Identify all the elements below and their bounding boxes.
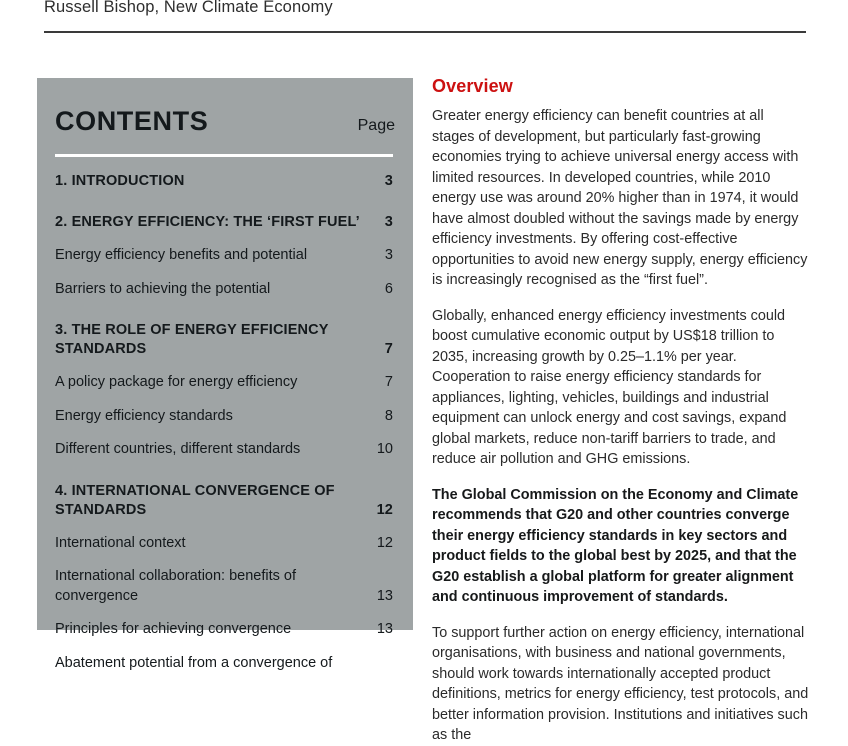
toc-entry-page-number: 13 xyxy=(376,587,393,604)
toc-entry-page-number: 6 xyxy=(384,280,393,297)
toc-entry-label: 4. INTERNATIONAL CONVERGENCE OF STANDARDS xyxy=(55,482,335,518)
toc-subsection-row[interactable] xyxy=(55,534,393,553)
contents-title: CONTENTS xyxy=(55,106,209,136)
toc-entry-page-number: 7 xyxy=(384,374,393,391)
header-divider xyxy=(44,31,806,33)
toc-entry-label: Principles for achieving convergence xyxy=(55,621,292,638)
toc-entry-label: International context xyxy=(55,534,186,551)
overview-heading: Overview xyxy=(432,76,513,96)
toc-entry-label: 3. THE ROLE OF ENERGY EFFICIENCY STANDARDS xyxy=(55,322,329,358)
toc-section-row[interactable] xyxy=(55,321,393,359)
toc-subsection-row[interactable] xyxy=(55,373,393,392)
toc-entry-page-number: 3 xyxy=(384,173,393,189)
contents-page-column-label: Page xyxy=(357,117,395,134)
toc-entry-page-number: 12 xyxy=(376,501,393,518)
toc-entry-label: A policy package for energy efficiency xyxy=(55,374,298,391)
overview-body xyxy=(432,106,810,746)
toc-section-row[interactable] xyxy=(55,172,393,191)
toc-subsection-row[interactable] xyxy=(55,654,393,673)
contents-divider xyxy=(55,154,393,157)
table-of-contents-list xyxy=(55,172,393,673)
overview-column xyxy=(432,76,810,744)
toc-subsection-row[interactable] xyxy=(55,567,393,606)
toc-entry-label: 2. ENERGY EFFICIENCY: THE ‘FIRST FUEL’ xyxy=(55,214,360,231)
toc-subsection-row[interactable] xyxy=(55,246,393,265)
toc-entry-page-number: 10 xyxy=(376,441,393,458)
overview-paragraph: To support further action on energy efficiency, international organisations, with business and national governments, should work towards internationally accepted product definitions, metrics for energy efficiency, test protocols, and better information provision. Institutions and initiatives such as the xyxy=(432,624,809,744)
toc-entry-label: 1. INTRODUCTION xyxy=(55,173,185,189)
toc-entry-label: Different countries, different standards xyxy=(55,441,301,458)
author-byline: Russell Bishop, New Climate Economy xyxy=(44,0,333,16)
toc-section-row[interactable] xyxy=(55,482,393,520)
toc-section-row[interactable] xyxy=(55,213,393,232)
toc-entry-page-number: 3 xyxy=(384,214,393,231)
toc-subsection-row[interactable] xyxy=(55,620,393,639)
toc-entry-page-number: 13 xyxy=(376,621,393,638)
toc-entry-page-number: 8 xyxy=(384,407,393,424)
overview-paragraph-highlighted: The Global Commission on the Economy and Climate recommends that G20 and other countries converge their energy efficiency standards in key sectors and product fields to the global best by 2025, and that the G20 establish a global platform for greater alignment and continuous improvement of standards. xyxy=(432,486,799,606)
overview-paragraph: Greater energy efficiency can benefit countries at all stages of development, but particularly fast-growing economies trying to achieve universal energy access with limited resources. In developed countries, while 2010 energy use was around 20% higher than in 1974, it would have almost doubled without the savings made by energy efficiency investments. By offering cost-effective opportunities to avoid new energy supply, energy efficiency is increasingly recognised as the “first fuel”. xyxy=(432,108,808,289)
toc-subsection-row[interactable] xyxy=(55,280,393,299)
toc-entry-page-number: 12 xyxy=(376,534,393,551)
toc-subsection-row[interactable] xyxy=(55,407,393,426)
toc-entry-page-number: 7 xyxy=(384,341,393,358)
contents-header xyxy=(55,106,395,137)
toc-subsection-row[interactable] xyxy=(55,440,393,459)
toc-entry-label: Energy efficiency standards xyxy=(55,407,233,424)
toc-entry-label: Energy efficiency benefits and potential xyxy=(55,247,308,264)
overview-paragraph: Globally, enhanced energy efficiency investments could boost cumulative economic output by US$18 trillion to 2035, increasing growth by 0.25–1.1% per year. Cooperation to raise energy efficiency standards for appliances, lighting, vehicles, buildings and industrial equipment can unlock energy and cost savings, expand global markets, reduce non-tariff barriers to trade, and reduce air pollution and GHG emissions. xyxy=(432,307,787,468)
toc-entry-label: International collaboration: benefits of convergence xyxy=(55,568,297,604)
toc-entry-page-number: 3 xyxy=(384,247,393,264)
toc-entry-label: Barriers to achieving the potential xyxy=(55,280,271,297)
contents-panel xyxy=(37,78,413,671)
toc-entry-label: Abatement potential from a convergence of xyxy=(55,654,333,671)
